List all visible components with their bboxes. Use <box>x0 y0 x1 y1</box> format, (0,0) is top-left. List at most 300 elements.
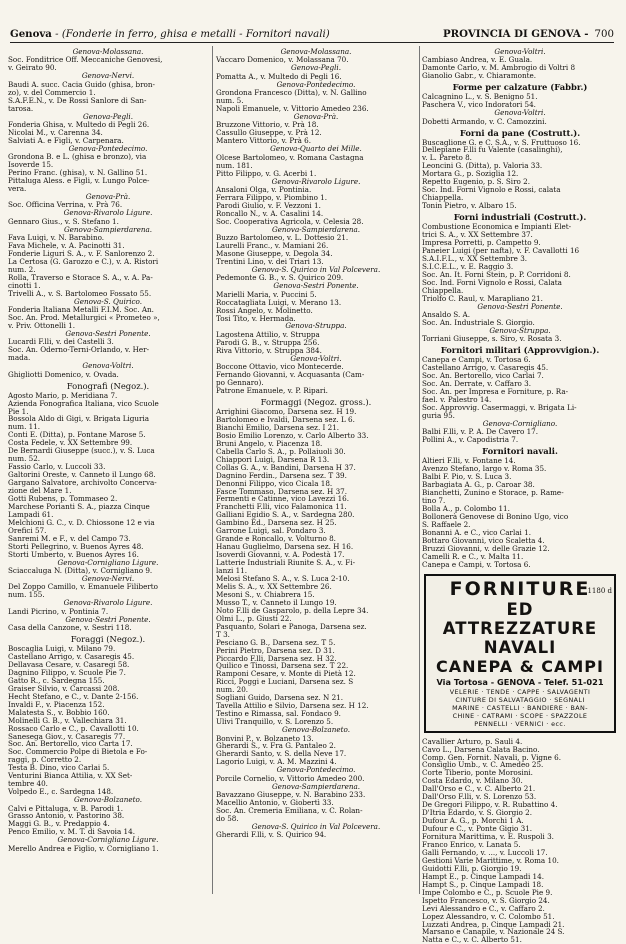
listing-line: Roccatagliata Luigi, v. Merano 13. <box>216 297 342 307</box>
locality-heading: Genova-Struppa. <box>489 325 551 335</box>
header-city: Genova <box>10 28 52 40</box>
listing-line: Penco Emilio, v. M. T. di Savoia 14. <box>8 827 135 837</box>
listing-line: Leoncini G. (Ditta), p. Valoria 33. <box>422 161 543 171</box>
listing-line: Bruni Angelo, v. Piacenza 18. <box>216 438 323 448</box>
listing-line: Lucardi F.lli, v. dei Castelli 3. <box>8 337 114 347</box>
listing-line: Galli Fernando, v. ..., v. Luccoli 17. <box>422 847 548 857</box>
listing-line: Combustione Economica e Impianti Elet- <box>422 222 572 232</box>
listing-line: Fonderia Italiana Metalli F.I.M. Soc. An. <box>8 305 154 315</box>
listing-line: Chiappella. <box>422 285 464 295</box>
listing-line: Boccone Ottavio, vico Montecerde. <box>216 362 344 372</box>
listing-line: Venturini Bianca Attilia, v. XX Set- <box>8 771 133 781</box>
listing-line: Maggi G. B., v. Predappio 4. <box>8 819 110 829</box>
listing-line: Hampt E., p. Cinque Lampadi 14. <box>422 871 544 881</box>
listing-line: Avenzo Stefano, largo v. Roma 35. <box>422 464 547 474</box>
listing-line: Castellano Arrigo, v. Casaregis 45. <box>8 651 135 661</box>
listing-line: Canepa e Campi, v. Tortosa 6. <box>422 355 531 365</box>
listing-line: Testino e Rimassa, sal. Fondaco 9. <box>216 709 341 719</box>
listing-line: S.I.C.E.L., v. E. Raggio 3. <box>422 261 514 271</box>
listing-line: Casa della Canzone, v. Sestri 118. <box>8 623 132 633</box>
listing-line: Landi Picrino, v. Pontinia 7. <box>8 606 109 616</box>
listing-line: Soc. Commercio Polpe di Bietola e Fo- <box>8 747 148 757</box>
advertisement-box <box>424 574 616 733</box>
listing-line: Fava Michele, v. A. Pacinotti 31. <box>8 241 125 251</box>
listing-line: Cavallier Arturo, p. Sauli 4. <box>422 736 523 746</box>
listing-line: Corte Tiberio, ponte Morosini. <box>422 768 533 778</box>
listing-line: Galtorini Oreste, v. Canneto il Lungo 68. <box>8 470 156 480</box>
locality-heading: Genova-Molassana. <box>280 47 352 56</box>
listing-line: Orefici 57. <box>8 525 47 535</box>
listing-line: Graiser Silvio, v. Carcassi 208. <box>8 683 120 693</box>
locality-heading: Genova-S. Quirico in Val Polcevera. <box>251 264 381 274</box>
listing-line: Bottaro Giovanni, vico Scaletta 4. <box>422 535 545 545</box>
locality-heading: Genova-Sampierdarena. <box>63 224 153 234</box>
listing-line: Bosio Emilio Lorenzo, v. Carlo Alberto 33. <box>216 430 369 440</box>
ad-headline-line1 <box>428 579 612 600</box>
listing-line: Dobetti Armando, v. C. Camozzini. <box>422 116 547 126</box>
listing-line: Damonte Carlo, v. M. Ambrogio di Voltri 8 <box>422 63 576 73</box>
listing-line: Denonni Filippo, vico Cicala 18. <box>216 478 333 488</box>
locality-heading: Genova-Cornigliano Ligure. <box>57 557 159 567</box>
page-header <box>10 22 614 43</box>
listing-line: Lagostena Attilio, v. Struppa <box>216 329 320 339</box>
listing-line: Dagnino Ferdin., Darsena sez. T 39. <box>216 470 347 480</box>
listing-line: Sanesega Giov., v. Casaregis 77. <box>8 731 126 741</box>
listing-line: Dellepiane F.lli fu Valente (casalinghi), <box>422 145 563 155</box>
listing-line: po Gennaro). <box>216 378 264 388</box>
listing-line: Dufour e C., v. Ponte Gigio 31. <box>422 824 533 834</box>
listing-line: Bartolomeo e Ivaldi, Darsena sez. L 6. <box>216 414 355 424</box>
listing-line: Quilico e Tinossi, Darsena sez. T 22. <box>216 661 349 671</box>
listing-line: Hecht Stefano, e C., v. Dante 2-156. <box>8 691 139 701</box>
listing-line: Merello Andrea e Figlio, v. Cornigliano 1. <box>8 843 159 853</box>
listing-line: Isoverdi Giovanni, v. A. Podestà 17. <box>216 550 345 560</box>
listing-line: Bossola Aldo di Gigi, v. Brigata Liguria <box>8 414 150 424</box>
listing-line: Calcagnino L., v. S. Benigno 51. <box>422 92 538 102</box>
listing-line: Gargano Salvatore, archivolto Concerva- <box>8 478 157 488</box>
category-heading: Forni industriali (Costrutt.). <box>453 212 587 223</box>
listing-line: Roncallo N., v. A. Casalini 14. <box>216 208 324 218</box>
column-3 <box>422 47 618 944</box>
category-heading: Fonografi (Negoz.). <box>66 380 150 391</box>
column-divider <box>419 46 420 894</box>
listing-line: Sogliani Guido, Darsena sez. N 21. <box>216 693 344 703</box>
listing-line: Soc. An. per Impresa e Forniture, p. Ra- <box>422 387 569 397</box>
locality-heading: Genova-Pontedecimo. <box>68 143 148 153</box>
listing-line: Chiappella. <box>422 193 464 203</box>
locality-heading: Genova-S. Quirico in Val Polcevera. <box>251 821 381 831</box>
ad-line2: ED ATTREZZATURE NAVALI <box>442 599 598 657</box>
listing-line: Fasce Tommaso, Darsena sez. H 37. <box>216 486 348 496</box>
listing-line: Soc. An. Cremeria Emiliana, v. C. Rolan- <box>216 805 363 815</box>
listing-line: Buscaglione G. e C. S.A., v. S. Fruttuoso 16. <box>422 137 581 147</box>
listing-line: Soc. An. Derrate, v. Caffaro 3. <box>422 379 531 389</box>
listing-line: Vaccaro Domenico, v. Molassana 70. <box>216 55 349 65</box>
listing-line: Paneier Luigi (per nafta), v. F. Cavallotti 16 <box>422 245 580 255</box>
listing-line: Pie 1. <box>8 406 29 416</box>
listing-line: num. 11. <box>8 422 41 432</box>
listing-line: Patrone Emanuele, v. P. Ripari. <box>216 386 328 396</box>
listing-line: Ghigliotti Domenico, v. Ovada. <box>8 369 119 379</box>
listing-line: Bonanni A. e C., vico Carlai 1. <box>422 527 532 537</box>
listing-line: Laurelli Franc., v. Mamiani 26. <box>216 241 329 251</box>
column-3-top <box>422 48 618 569</box>
listing-line: Pitto Filippo, v. G. Acerbi 1. <box>216 168 317 178</box>
locality-heading: Genova-Sestri Ponente. <box>65 328 151 338</box>
listing-line: Soc. An. Bertorello, vico Carlai 7. <box>422 371 544 381</box>
listing-line: Fernando Giovanni, v. Acquasanta (Cam- <box>216 370 365 380</box>
listing-line: Isoverde 15. <box>8 160 54 170</box>
listing-line: Nicolai M., v. Carenna 34. <box>8 127 103 137</box>
listing-line: Garrone Luigi, sal. Pondaro 3. <box>216 526 326 536</box>
listing-line: Bianchi Emilio, Darsena sez. I 21. <box>216 422 340 432</box>
listing-line: Barbagiata A. G., p. Caroar 38. <box>422 480 535 490</box>
header-left <box>10 28 330 40</box>
locality-heading: Genova-Sestri Ponente. <box>65 614 151 624</box>
listing-line: Lagorio Luigi, v. A. M. Mazzini 4. <box>216 757 337 767</box>
listing-line: Soc. Officina Verrina, v. Prà 76. <box>8 200 123 210</box>
listing-line: Franco Enrico, v. Lanata 5. <box>422 839 521 849</box>
listing-line: Fonderia Ghisa, v. Multedo di Pegli 26. <box>8 119 150 129</box>
ad-tel-top: 1180 d <box>587 586 612 595</box>
listing-line: Castellano Arrigo, v. Casaregis 45. <box>422 363 549 373</box>
ad-goods-line: PENNELLI · VERNICI · ecc. <box>474 719 566 728</box>
listing-line: Mortara G., p. Soziglia 12. <box>422 169 519 179</box>
column-2 <box>216 48 416 893</box>
listing-line: Molinelli G. B., v. Vallechiara 31. <box>8 715 127 725</box>
listing-line: Lampadi 61. <box>8 509 54 519</box>
listing-line: S. Raffaele 2. <box>422 519 471 529</box>
listing-line: num. 181. <box>216 160 253 170</box>
locality-heading: Genova-Voltri. <box>290 353 342 363</box>
listing-line: Soc. An. Prod. Metallurgici « Prometeo », <box>8 313 160 323</box>
listing-line: D'Itria Edardo, v. S. Giorgio 2. <box>422 808 533 818</box>
column-3-bottom <box>422 738 618 944</box>
locality-heading: Genova-Voltri. <box>494 47 546 56</box>
listing-line: Cavo L., Darsena Calata Bacino. <box>422 744 540 754</box>
listing-line: Marsano e Canapile, v. Nazionale 24 S. <box>422 927 565 937</box>
locality-heading: Genova-Sestri Ponente. <box>273 281 359 291</box>
listing-line: Grondona Francesco (Ditta), v. N. Gallino <box>216 88 367 98</box>
listing-line: Rolla, Traverso e Storace S. A., v. A. Pa- <box>8 272 153 282</box>
category-heading: Forni da pane (Costrutt.). <box>459 127 581 138</box>
listing-line: Repetto Eugenio, p. S. Siro 2. <box>422 177 530 187</box>
listing-line: Storti Umberto, v. Buenos Ayres 16. <box>8 549 139 559</box>
listing-line: Dagnino Filippo, v. Scuole Pie 7. <box>8 667 126 677</box>
listing-line: Mantero Vittorio, v. Prà 6. <box>216 136 312 146</box>
locality-heading: Genova-Cornigliano. <box>482 418 558 428</box>
listing-line: Porcile Cornelio, v. Vittorio Amedeo 200. <box>216 773 365 783</box>
listing-line: Pesciano G. B., Darsena sez. T 5. <box>216 637 336 647</box>
listing-line: Costa Edardo, v. Milano 30. <box>422 776 523 786</box>
listing-line: cinotti 1. <box>8 280 41 290</box>
listing-line: Marchese Porianti S. A., piazza Cinque <box>8 501 150 511</box>
listing-line: Calvi e Pittaluga, v. B. Parodi 1. <box>8 803 124 813</box>
listing-line: Invaldi F., v. Piacenza 152. <box>8 699 105 709</box>
header-province: PROVINCIA DI GENOVA - <box>443 28 589 40</box>
listing-line: Tavella Attilio e Silvio, Darsena sez. H 12. <box>216 701 369 711</box>
listing-line: Gatto R., c. Sardegna 155. <box>8 675 105 685</box>
locality-heading: Genova-Pegli. <box>83 111 133 121</box>
locality-heading: Genova-Pegli. <box>291 63 341 73</box>
listing-line: Gherardi F.lli, v. S. Quirico 94. <box>216 830 327 840</box>
listing-line: zo), v. del Commercio 1. <box>8 87 96 97</box>
listing-line: Piccardo F.lli, Darsena sez. H 32. <box>216 653 337 663</box>
locality-heading: Genova-Bolzaneto. <box>282 725 350 735</box>
listing-line: Consiglio Umb., v. C. Amedeo 25. <box>422 760 544 770</box>
listing-line: guria 95. <box>422 410 455 420</box>
listing-line: Bianchetti, Zunino e Storace, p. Rame- <box>422 488 564 498</box>
listing-line: Fassio Carlo, v. Luccoli 33. <box>8 462 106 472</box>
listing-line: mada. <box>8 353 31 363</box>
listing-line: trici S. A., v. XX Settembre 37. <box>422 230 533 240</box>
listing-line: Pollini A., v. Capodistria 7. <box>422 435 519 445</box>
listing-line: raggi, p. Corretto 2. <box>8 755 82 765</box>
locality-heading: Genova-S. Quirico. <box>73 296 143 306</box>
listing-line: zione del Mare 1. <box>8 486 72 496</box>
listing-line: Parodi G. B., v. Struppa 256. <box>216 337 320 347</box>
listing-line: Canepa e Campi, v. Tortosa 6. <box>422 559 531 569</box>
listing-line: Lopez Alessandro, v. C. Colombo 51. <box>422 911 555 921</box>
listing-line: v. L. Pareto 8. <box>422 153 472 163</box>
listing-line: Testa B. Dino, vico Carlai 5. <box>8 763 110 773</box>
listing-line: Grande e Roncallo, v. Volturno 8. <box>216 534 336 544</box>
listing-line: Gambino Ed., Darsena sez. H 25. <box>216 518 337 528</box>
listing-line: Rossaco Carlo e C., p. Cavallotti 10. <box>8 723 139 733</box>
listing-line: Luzzati Andrea, p. Cinque Lampadi 21. <box>422 919 565 929</box>
listing-line: Levi Alessandro e C., v. Caffaro 2. <box>422 903 545 913</box>
locality-heading: Genova-Struppa. <box>285 321 347 331</box>
listing-line: lanzi 11. <box>216 566 248 576</box>
listing-line: Conti E. (Ditta), p. Fontane Marose 5. <box>8 430 146 440</box>
listing-line: vera. <box>8 184 27 194</box>
listing-line: Soc. An. Oderno-Terni-Orlando, v. Her- <box>8 345 150 355</box>
listing-line: S.A.F.E.N., v. De Rossi Sanlore di San- <box>8 95 147 105</box>
locality-heading: Genova-Bolzaneto. <box>74 795 142 805</box>
listing-line: Perini Pietro, Darsena sez. D 31. <box>216 645 335 655</box>
listing-line: do 58. <box>216 813 239 823</box>
locality-heading: Genova-Prà. <box>293 111 339 121</box>
listing-line: Soc. Ind. Forni Vignolo e Rossi, Calata <box>422 277 562 287</box>
listing-line: Triolfo C. Raul, v. Marapliano 21. <box>422 293 543 303</box>
locality-heading: Genova-Molassana. <box>72 47 144 56</box>
category-heading: Foraggi (Negoz.). <box>70 634 146 645</box>
listing-line: Altieri F.lli, v. Fontane 14. <box>422 456 516 466</box>
listing-line: Soc. An. Bertorello, vico Carta 17. <box>8 739 133 749</box>
locality-heading: Genova-Voltri. <box>82 361 134 371</box>
listing-line: Bollonerà Genovese di Bonino Ugo, vico <box>422 511 569 521</box>
listing-line: Rossi Angelo, v. Molinetto. <box>216 305 313 315</box>
category-heading: Fornitori navali. <box>482 446 558 457</box>
listing-line: Marielli Maria, v. Puccini 5. <box>216 289 317 299</box>
listing-line: Soc. Fonditrice Off. Meccaniche Genovesi, <box>8 55 163 65</box>
listing-line: Latterie Industriali Riunite S. A., v. Fi- <box>216 558 356 568</box>
listing-line: Riva Vittorio, v. Struppa 384. <box>216 345 322 355</box>
listing-line: Gestioni Varie Marittime, v. Roma 10. <box>422 855 559 865</box>
listing-line: Costa Fedele, v. XX Settembre 99. <box>8 438 133 448</box>
category-heading: Fornitori militari (Approvvigion.). <box>440 345 600 356</box>
listing-line: Perino Franc. (ghisa), v. N. Gallino 51. <box>8 168 148 178</box>
listing-line: Bruzzi Giovanni, v. delle Grazie 12. <box>422 543 550 553</box>
page-number: 700 <box>594 29 614 40</box>
listing-line: Natta e C., v. C. Alberto 51. <box>422 935 522 944</box>
listing-line: Dellavasa Cesare, v. Casaregi 58. <box>8 659 130 669</box>
ad-company-name: CANEPA & CAMPI <box>436 656 604 676</box>
locality-heading: Genova-Nervi. <box>81 573 135 583</box>
listing-line: Ansaloni Olga, v. Pontinia. <box>216 184 312 194</box>
listing-line: Fava Luigi, v. N. Barabino. <box>8 233 105 243</box>
listing-line: Collas G. A., v. Bandini, Darsena H 37. <box>216 462 356 472</box>
listing-line: Baudi A. succ. Cacia Guido (ghisa, bron- <box>8 79 155 89</box>
listing-line: Cambiaso Andrea, v. E. Guala. <box>422 55 533 65</box>
listing-line: Tonin Pietro, v. Albaro 15. <box>422 201 517 211</box>
listing-line: Pedemonte G. B., v. S. Quirico 209. <box>216 273 344 283</box>
listing-line: Olmi L., p. Giusti 22. <box>216 613 292 623</box>
listing-line: Camelli R. e C., v. Malta 11. <box>422 551 524 561</box>
listing-line: Del Zoppo Camillo, v. Emanuele Filiberto <box>8 582 158 592</box>
listing-line: S.A.I.F.L., v. XX Settembre 3. <box>422 253 528 263</box>
listing-line: Cabella Carlo S. A., p. Pollaiuoli 30. <box>216 446 346 456</box>
listing-line: num. 2. <box>8 264 36 274</box>
locality-heading: Genova-Pontedecimo. <box>276 79 356 89</box>
listing-line: Galliani Egidio S. A., v. Sardegna 280. <box>216 510 355 520</box>
listing-line: num. 20. <box>216 685 249 695</box>
ad-address: Via Tortosa - GENOVA - Telef. 51-021 <box>436 676 604 687</box>
listing-line: Gotti Rubens, p. Tommaseo 2. <box>8 494 118 503</box>
listing-line: v. Geirato 90. <box>8 63 57 73</box>
listing-line: Pomatta A., v. Multedo di Pegli 16. <box>216 71 342 81</box>
listing-line: Melis S. A., v. XX Settembre 26. <box>216 581 332 591</box>
locality-heading: Genova-Pontedecimo. <box>276 765 356 775</box>
listing-line: Balbi F. Pio, v. S. Luca 3. <box>422 472 512 482</box>
column-1 <box>8 48 208 893</box>
listing-line: Fonderie Liguri S. A., v. F. Sanlorenzo 2. <box>8 249 155 258</box>
ad-goods-line: VELERIE · TENDE · CAPPE · SALVAGENTI <box>449 687 591 696</box>
listing-line: Boscaglia Luigi, v. Milano 79. <box>8 644 116 654</box>
listing-line: num. 52. <box>8 454 41 464</box>
listing-line: Ramponi Cesare, v. Monte di Pietà 12. <box>216 669 356 679</box>
listing-line: fael. v. Palestro 14. <box>422 395 492 405</box>
listing-line: Ricci, Poggi e Luciani, Darsena sez. S <box>216 677 354 687</box>
listing-line: Balbi F.lli, v. P. A. De Cavero 17. <box>422 427 539 437</box>
listing-line: Comp. Gen. Fornit. Navali, p. Vigne 6. <box>422 752 561 762</box>
listing-line: Storti Pellegrino, v. Buenos Ayres 48. <box>8 541 144 551</box>
listing-line: Dall'Orso e C., v. C. Alberto 21. <box>422 784 536 794</box>
locality-heading: Genova-Sampierdarena. <box>271 781 361 791</box>
locality-heading: Genova-Quarto dei Mille. <box>270 144 362 154</box>
listing-line: Salviati A. e Figli, v. Carpenara. <box>8 135 124 145</box>
listing-line: tarosa. <box>8 103 34 113</box>
listing-line: Soc. Approvvig. Casermaggi, v. Brigata Li- <box>422 403 577 413</box>
locality-heading: Genova-Nervi. <box>81 71 135 81</box>
locality-heading: Genova-Sampierdarena. <box>271 224 361 234</box>
listing-line: Olcese Bartolomeo, v. Romana Castagna <box>216 152 364 162</box>
locality-heading: Genova-Rivarolo Ligure. <box>63 598 153 608</box>
listing-line: Dufour A. G., p. Morchi 1 A. <box>422 816 524 826</box>
header-right <box>443 28 614 40</box>
listing-line: Trivelli A., v. S. Bartolomeo Fossato 55. <box>8 288 152 298</box>
listing-line: Bolla A., p. Colombo 11. <box>422 503 510 513</box>
listing-line: Grasso Antonio, v. Pastorino 38. <box>8 811 125 821</box>
listing-line: Pittaluga Aless. e Figli, v. Lungo Polce- <box>8 176 150 186</box>
listing-line: Buzzo Bartolomeo, v. L. Dottesio 21. <box>216 233 349 243</box>
listing-line: Gherardi S., v. Fra G. Pantaleo 2. <box>216 741 336 751</box>
listing-line: Paschera V., vico Indoratori 54. <box>422 100 536 110</box>
listing-line: T 3. <box>216 629 230 639</box>
locality-heading: Genova-Sestri Ponente. <box>477 301 563 311</box>
listing-line: Torriani Giuseppe, s. Siro, v. Rosata 3. <box>422 334 562 344</box>
listing-line: Gherardi Santo, v. S. della Neve 17. <box>216 749 347 759</box>
listing-line: Grondona B. e L. (ghisa e bronzo), via <box>8 152 147 162</box>
category-heading: Forme per calzature (Fabbr.) <box>452 82 588 93</box>
ad-line1: FORNITURE <box>449 577 591 600</box>
listing-line: Parodi Giulio, v. F. Vezzoni 1. <box>216 200 321 210</box>
ad-goods-line: CINTURE DI SALVATAGGIO · SEGNALI <box>455 695 585 704</box>
listing-line: Soc. Cooperativa Agricola, v. Celesia 28. <box>216 216 364 226</box>
header-subtitle: - (Fonderie in ferro, ghisa e metalli - Fornitori navali) <box>55 29 330 40</box>
listing-line: Azienda Fonografica Italiana, vico Scuole <box>8 398 159 408</box>
listing-line: De Gregori Filippo, v. R. Rubattino 4. <box>422 800 558 810</box>
listing-line: Chiappori Luigi, Darsena R 13. <box>216 454 330 464</box>
column-divider <box>212 46 213 894</box>
listing-line: Ispetto Francesco, v. S. Giorgio 24. <box>422 895 550 905</box>
listing-line: Soc. An. Industriale S. Giorgio. <box>422 318 535 327</box>
listing-line: Mesoni S., v. Chiabrera 15. <box>216 589 315 599</box>
listing-line: v. Priv. Ottonelli 1. <box>8 321 76 331</box>
locality-heading: Genova-Rivarolo Ligure. <box>271 176 361 186</box>
listing-line: Noto F.lli de Gasparolo, p. della Lepre 34. <box>216 605 369 615</box>
listing-line: tembre 40. <box>8 779 48 789</box>
listing-line: Franchetti F.lli, vico Falamonica 11. <box>216 502 347 512</box>
listing-line: De Bernardi Giuseppe (succ.), v. S. Luca <box>8 446 155 456</box>
listing-line: Fermenti e Catinne, vico Lavezzi 16. <box>216 494 349 504</box>
listing-line: Pasquanto, Solari e Panoga, Darsena sez. <box>216 621 367 631</box>
listing-line: num. 155. <box>8 590 45 600</box>
listing-line: Soc. Ind. Forni Vignolo e Rossi, calata <box>422 185 561 195</box>
listing-line: Cassullo Giuseppe, v. Prà 12. <box>216 128 322 138</box>
listing-line: Arrighini Giacomo, Darsena sez. H 19. <box>216 406 357 416</box>
listing-line: Ulivi Tranquillo, v. S. Lorenzo 5. <box>216 717 334 727</box>
listing-line: Guidotti F.lli, p. Giorgio 19. <box>422 863 522 873</box>
listing-line: Bavazzano Giuseppe, v. N. Barabino 233. <box>216 790 366 800</box>
listing-line: Masone Giuseppe, v. Degola 34. <box>216 249 333 258</box>
listing-line: Volpedo E., c. Sardegna 148. <box>8 787 114 797</box>
listing-line: Sciaccaluga N. (Ditta), v. Cornigliano 9. <box>8 566 153 576</box>
locality-heading: Genova-Rivarolo Ligure. <box>63 208 153 218</box>
listing-line: Impresa Porretti, p. Campetto 9. <box>422 238 541 248</box>
listing-line: Sanremi M. e F., v. del Campo 73. <box>8 533 131 543</box>
listing-line: Gennaro Gius., v. S. Stefano 1. <box>8 216 119 226</box>
listing-line: Hampt S., p. Cinque Lampadi 18. <box>422 879 544 889</box>
listing-line: Bruzzone Vittorio, v. Prà 18. <box>216 120 319 130</box>
listing-line: Tosi Tito, v. Hermada. <box>216 313 296 323</box>
listing-line: num. 5. <box>216 96 244 106</box>
listing-line: Hanau Guglielmo, Darsena sez. H 16. <box>216 542 354 552</box>
listing-line: Macellio Antonio, v. Giobertì 33. <box>216 798 334 808</box>
listing-line: Agosto Mario, p. Meridiana 7. <box>8 390 118 400</box>
locality-heading: Genova-Prà. <box>85 191 131 201</box>
listing-line: Melosi Stefano S. A., v. S. Luca 2-10. <box>216 573 350 583</box>
listing-line: Melchioni G. C., v. D. Chiossone 12 e via <box>8 517 155 527</box>
locality-heading: Genova-Voltri. <box>494 108 546 118</box>
listing-line: tino 7. <box>422 496 446 506</box>
listing-line: Ansaldo S. A. <box>422 310 471 320</box>
listing-line: Bonvini P., v. Bolzaneto 13. <box>216 733 314 743</box>
listing-line: Trentini Lino, v. dei Triari 13. <box>216 256 324 266</box>
listing-line: Musso T., v. Canneto il Lungo 19. <box>216 597 337 607</box>
listing-line: Fornitura Marittima, v. E. Ruspoli 3. <box>422 832 554 842</box>
listing-line: Napoli Emanuele, v. Vittorio Amedeo 236. <box>216 104 369 114</box>
